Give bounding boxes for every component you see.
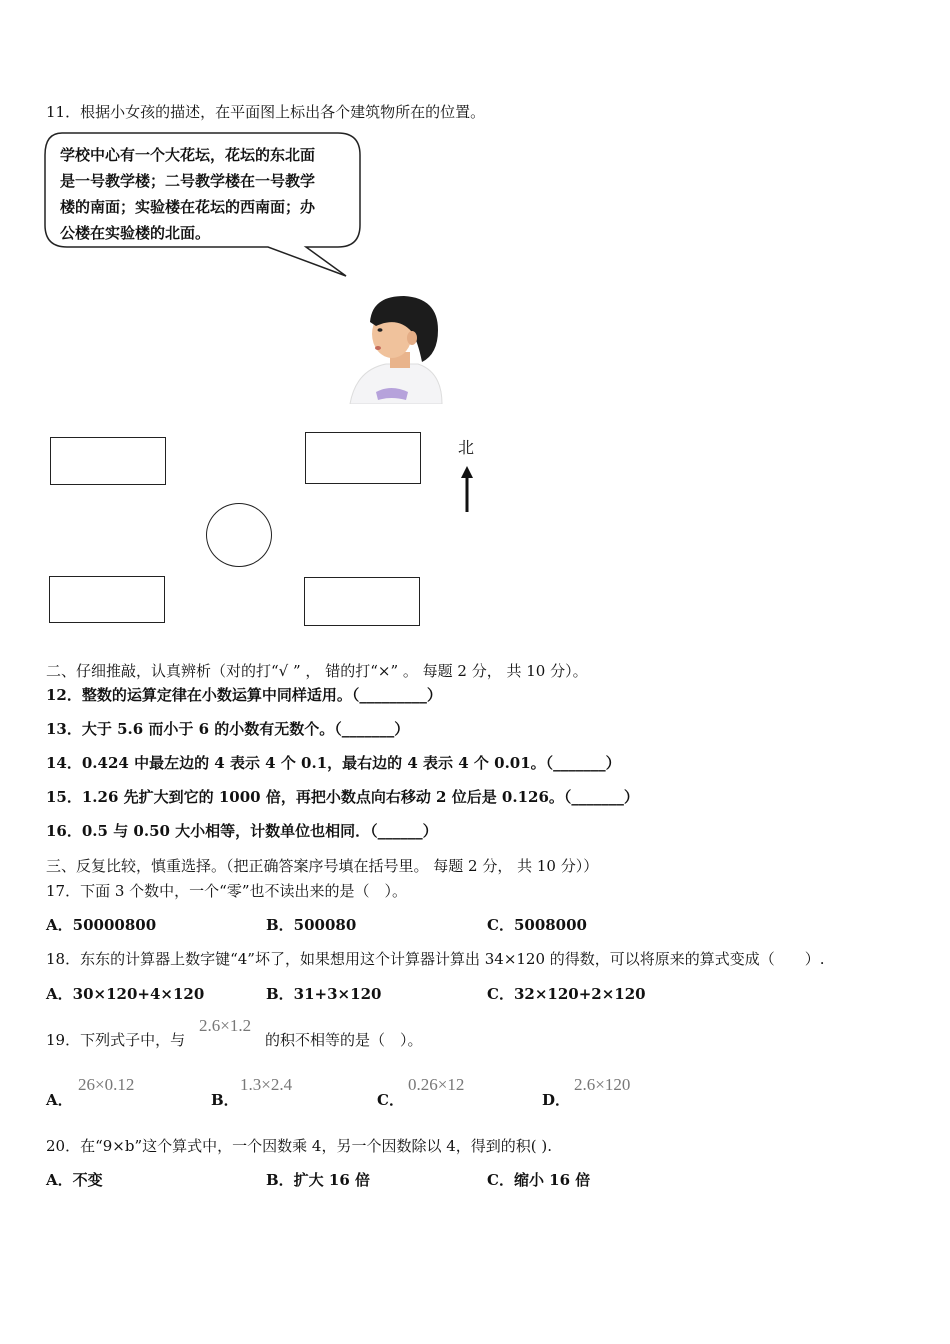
section3-heading: 三、反复比较，慎重选择。（把正确答案序号填在括号里。 每题 2 分， 共 10 分）） bbox=[46, 857, 599, 875]
bubble-text bbox=[60, 142, 350, 246]
bubble-line: 楼的南面；实验楼在花坛的西南面；办 bbox=[60, 198, 316, 216]
flower-bed-circle bbox=[206, 503, 272, 567]
north-arrow-icon bbox=[459, 464, 475, 514]
north-label: 北 bbox=[458, 438, 475, 457]
question-11-title: 11．根据小女孩的描述，在平面图上标出各个建筑物所在的位置。 bbox=[46, 103, 486, 121]
question-13: 13．大于 5.6 而小于 6 的小数有无数个。（_______） bbox=[46, 720, 410, 738]
q20-option-a[interactable]: A．不变 bbox=[46, 1171, 103, 1189]
question-12: 12．整数的运算定律在小数运算中同样适用。（_________） bbox=[46, 686, 442, 704]
q18-option-b[interactable]: B．31+3×120 bbox=[266, 985, 382, 1003]
child-illustration bbox=[346, 292, 446, 404]
question-19-stem-before: 19．下列式子中，与 bbox=[46, 1031, 186, 1049]
building-box-northeast[interactable] bbox=[305, 432, 421, 484]
question-18-stem: 18．东东的计算器上数字键“4”坏了，如果想用这个计算器计算出 34×120 的得数，可以将原来的算式变成（ ）. bbox=[46, 950, 825, 968]
q19-option-c[interactable]: C． bbox=[377, 1091, 404, 1109]
q17-option-b[interactable]: B．500080 bbox=[266, 916, 357, 934]
q17-option-a[interactable]: A．50000800 bbox=[46, 916, 157, 934]
building-box-southeast[interactable] bbox=[304, 577, 420, 626]
section2-heading: 二、仔细推敲，认真辨析（对的打“√ ” ， 错的打“×” 。 每题 2 分， 共 10 分）。 bbox=[46, 662, 588, 680]
question-17-stem: 17．下面 3 个数中，一个“零”也不读出来的是（ ）。 bbox=[46, 882, 408, 900]
q20-option-c[interactable]: C．缩小 16 倍 bbox=[487, 1171, 591, 1189]
question-19-stem-after: 的积不相等的是（ ）。 bbox=[265, 1031, 423, 1049]
q18-option-a[interactable]: A．30×120+4×120 bbox=[46, 985, 205, 1003]
q19-option-c-expr: 0.26×12 bbox=[408, 1075, 465, 1094]
question-15: 15．1.26 先扩大到它的 1000 倍，再把小数点向右移动 2 位后是 0.126。（_______） bbox=[46, 788, 639, 806]
q18-option-c[interactable]: C．32×120+2×120 bbox=[487, 985, 646, 1003]
question-19-expression: 2.6×1.2 bbox=[199, 1016, 252, 1035]
q20-option-b[interactable]: B．扩大 16 倍 bbox=[266, 1171, 370, 1189]
q19-option-a[interactable]: A． bbox=[46, 1091, 73, 1109]
bubble-line: 学校中心有一个大花坛，花坛的东北面 bbox=[60, 146, 316, 164]
q19-option-a-expr: 26×0.12 bbox=[78, 1075, 135, 1094]
question-16: 16．0.5 与 0.50 大小相等，计数单位也相同．（______） bbox=[46, 822, 438, 840]
q19-option-b-expr: 1.3×2.4 bbox=[240, 1075, 293, 1094]
building-box-northwest[interactable] bbox=[50, 437, 166, 485]
question-14: 14．0.424 中最左边的 4 表示 4 个 0.1，最右边的 4 表示 4 个 0.01。（_______） bbox=[46, 754, 621, 772]
building-box-southwest[interactable] bbox=[49, 576, 165, 623]
bubble-line: 是一号教学楼；二号教学楼在一号教学 bbox=[60, 172, 316, 190]
q19-option-d-expr: 2.6×120 bbox=[574, 1075, 631, 1094]
q19-option-d[interactable]: D． bbox=[542, 1091, 571, 1109]
q19-option-b[interactable]: B． bbox=[211, 1091, 239, 1109]
bubble-line: 公楼在实验楼的北面。 bbox=[60, 224, 211, 242]
q17-option-c[interactable]: C．5008000 bbox=[487, 916, 587, 934]
question-20-stem: 20．在“9×b”这个算式中，一个因数乘 4，另一个因数除以 4，得到的积( ). bbox=[46, 1137, 553, 1155]
